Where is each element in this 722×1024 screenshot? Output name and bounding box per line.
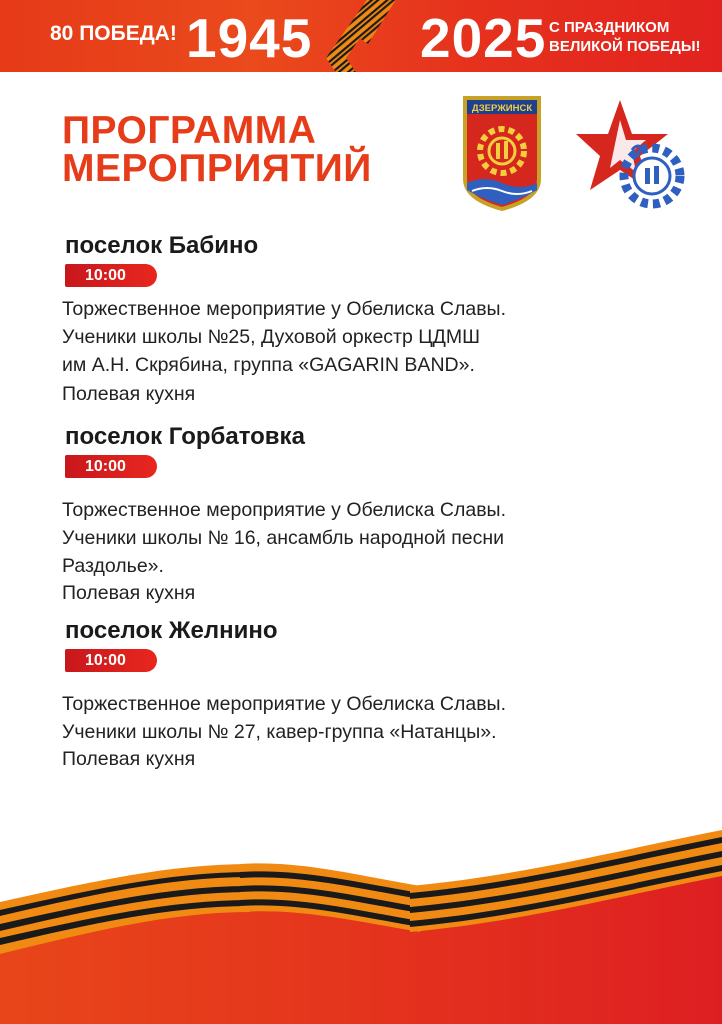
field-kitchen-note: Полевая кухня bbox=[62, 748, 196, 770]
description-line: Ученики школы № 27, кавер-группа «Натанцы». bbox=[62, 721, 497, 743]
year-end: 2025 bbox=[420, 7, 547, 69]
location-title: поселок Желнино bbox=[65, 617, 278, 644]
event-description bbox=[62, 496, 702, 580]
description-line: Торжественное мероприятие у Обелиска Славы. bbox=[62, 693, 506, 715]
event-section-zhelnino bbox=[62, 617, 702, 772]
top-banner bbox=[0, 0, 722, 72]
year-start: 1945 bbox=[186, 7, 313, 69]
event-description bbox=[62, 295, 702, 379]
city-name-label: ДЗЕРЖИНСК bbox=[471, 103, 533, 114]
event-section-gorbatovka bbox=[62, 423, 702, 606]
holiday-greeting bbox=[549, 18, 701, 56]
description-line: Раздолье». bbox=[62, 555, 164, 577]
city-coat-of-arms-icon bbox=[462, 95, 542, 213]
field-kitchen-note: Полевая кухня bbox=[62, 582, 196, 604]
event-description bbox=[62, 690, 702, 746]
anniversary-label: 80 ПОБЕДА! bbox=[50, 22, 177, 45]
event-section-babino bbox=[62, 232, 702, 407]
greeting-line-1: С ПРАЗДНИКОМ bbox=[549, 19, 670, 36]
page-title bbox=[62, 109, 372, 190]
time-badge: 10:00 bbox=[65, 649, 157, 672]
page-title-line-2: МЕРОПРИЯТИЙ bbox=[62, 147, 372, 190]
description-line: Ученики школы №25, Духовой оркестр ЦДМШ bbox=[62, 326, 480, 348]
time-badge: 10:00 bbox=[65, 264, 157, 287]
greeting-line-2: ВЕЛИКОЙ ПОБЕДЫ! bbox=[549, 38, 701, 55]
description-line: им А.Н. Скрябина, группа «GAGARIN BAND». bbox=[62, 354, 475, 376]
field-kitchen-note: Полевая кухня bbox=[62, 383, 196, 405]
description-line: Торжественное мероприятие у Обелиска Славы. bbox=[62, 499, 506, 521]
page-title-line-1: ПРОГРАММА bbox=[62, 109, 317, 152]
location-title: поселок Горбатовка bbox=[65, 423, 305, 450]
location-title: поселок Бабино bbox=[65, 232, 259, 259]
victory-star-emblem-icon bbox=[574, 96, 692, 214]
st-george-ribbon-icon bbox=[312, 0, 412, 72]
bottom-ribbon-decoration-icon bbox=[0, 820, 722, 1024]
description-line: Торжественное мероприятие у Обелиска Славы. bbox=[62, 298, 506, 320]
description-line: Ученики школы № 16, ансамбль народной песни bbox=[62, 527, 505, 549]
time-badge: 10:00 bbox=[65, 455, 157, 478]
